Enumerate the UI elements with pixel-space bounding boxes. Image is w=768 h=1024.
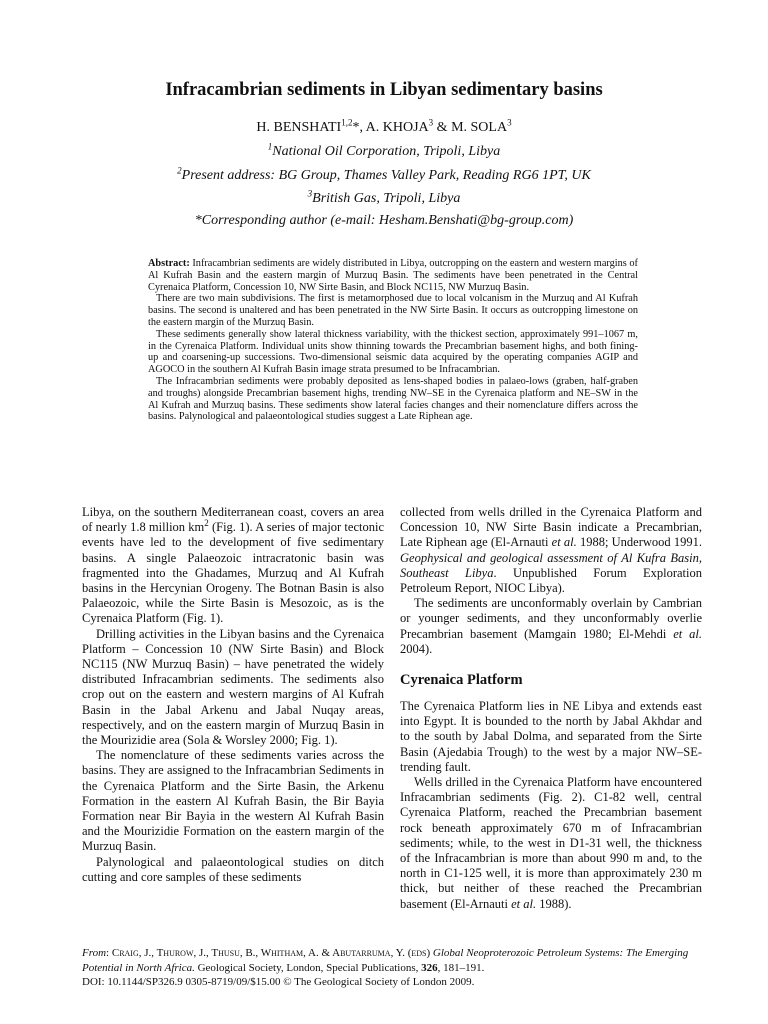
citation-footer — [82, 946, 702, 990]
paper-title: Infracambrian sediments in Libyan sedimentary basins — [165, 80, 603, 100]
corresponding-mark: *, — [352, 120, 366, 135]
author-affil-sup: 3 — [428, 117, 434, 128]
affil-text: Present address: BG Group, Thames Valley Park, Reading RG6 1PT, UK — [181, 168, 591, 183]
affiliation — [0, 188, 768, 207]
left-column — [82, 505, 384, 885]
body-text: 2004). — [400, 641, 433, 656]
pages: , 181–191. — [437, 961, 485, 974]
affiliation — [0, 141, 768, 160]
author-affil-sup: 3 — [507, 117, 512, 128]
body-text: Wells drilled in the Cyrenaica Platform have encountered Infracambrian sediments (Fig. 2). C1-82 well, central Cyrenaica Platform, reached the Precambrian basement rock beneath approximately 670 m of Infracambrian sediments; while, to the west in D1-31 well, the thickness of the Infracambrian is more than about 990 m and, to the north in C1-125 well, it is more than approximately 230 m thick, but neither of these reached the Precambrian basement (El-Arnauti — [400, 775, 702, 911]
body-paragraph: The Cyrenaica Platform lies in NE Libya and extends east into Egypt. It is bounded to the north by Jabal Akhdar and to the south by Jabal Dolma, and separated from the Sirte Basin (Ajedabia Trough) to the west by a major NW–SE-trending fault. — [400, 699, 702, 774]
affil-text: British Gas, Tripoli, Libya — [312, 191, 461, 206]
superscript: 2 — [204, 518, 209, 529]
author-separator: & — [433, 120, 452, 135]
abstract — [148, 258, 638, 423]
body-paragraph — [82, 505, 384, 627]
author-name: M. SOLA — [451, 120, 508, 135]
author-name: H. BENSHATI — [256, 120, 342, 135]
abstract-paragraph: The Infracambrian sediments were probably deposited as lens-shaped bodies in palaeo-lows (graben, half-graben and troughs) alongside Precambrian basement highs, trending NW–SE in the Cyrenaica platform and NE–SW in the Al Kufrah and Murzuq basins. These sediments show lateral facies changes and their nomenclature differs across the basins. Palynological and palaeontological studies suggest a Late Riphean age. — [148, 375, 638, 423]
body-paragraph — [400, 596, 702, 657]
affil-sup: 3 — [307, 188, 313, 199]
et-al: et al. — [551, 535, 577, 550]
affil-text: National Oil Corporation, Tripoli, Libya — [272, 144, 501, 159]
affiliation — [0, 165, 768, 184]
body-text: . Unpublished Forum Exploration Petroleum Report, NIOC Libya). — [400, 565, 702, 596]
book-title: Global Neoproterozoic Petroleum Systems: The Emerging Potential in North Africa. — [82, 947, 689, 974]
doi-line: DOI: 10.1144/SP326.9 0305-8719/09/$15.00 © The Geological Society of London 2009. — [82, 976, 475, 988]
body-text: 1988; Underwood 1991. — [576, 535, 702, 550]
body-text: The sediments are unconformably overlain by Cambrian or younger sediments, and they unconformably overlie Precambrian basement (Mamgain 1980; El-Mehdi — [400, 596, 702, 641]
body-paragraph — [400, 505, 702, 596]
et-al: et al. — [673, 626, 702, 641]
et-al: et al. — [511, 896, 537, 911]
abstract-paragraph — [148, 258, 638, 293]
affil-text: *Corresponding author (e-mail: Hesham.Benshati@bg-group.com) — [194, 213, 574, 228]
reference-title: Geophysical and geological assessment of Al Kufra Basin, Southeast Libya — [400, 550, 702, 580]
abstract-text: Infracambrian sediments are widely distributed in Libya, outcropping on the eastern and western margins of Al Kufrah Basin and the eastern margin of Murzuq Basin. The sediments have been penetrated in the Central Cyrenaica Platform, Concession 10, NW Sirte Basin, and Block NC115, NW Murzuq Basin. — [148, 258, 638, 293]
body-text: collected from wells drilled in the Cyrenaica Platform and Concession 10, NW Sirte Basin indicate a Precambrian, Late Riphean age (El-Arnauti — [400, 505, 702, 550]
section-heading: Cyrenaica Platform — [400, 672, 523, 689]
body-text: Libya, on the southern Mediterranean coast, covers an area of nearly 1.8 million km — [82, 505, 384, 535]
abstract-paragraph: These sediments generally show lateral thickness variability, with the thickest section, approximately 991–1067 m, in the Cyrenaica Platform. Individual units show thinning towards the Precambrian basement highs, and both fining-up and coarsening-up successions. Two-dimensional seismic data acquired by the operating companies AGIP and AGOCO in the southern Al Kufrah Basin image strata presumed to be Infracambrian. — [148, 328, 638, 376]
body-paragraph — [400, 775, 702, 912]
body-text: 1988). — [536, 896, 572, 911]
citation-line — [82, 946, 702, 975]
from-label: From — [82, 947, 107, 959]
author-name: A. KHOJA — [365, 120, 429, 135]
author-line — [0, 117, 768, 136]
body-text: (Fig. 1). A series of major tectonic events have led to the development of five sedimentary basins. A single Palaeozoic intracratonic basin was fragmented into the Ghadames, Murzuq and Al Kufrah basins in the Hercynian Orogeny. The Botnan Basin is also Palaeozoic, while the Sirte Basin is Mesozoic, as is the Cyrenaica Platform (Fig. 1). — [82, 520, 384, 626]
publisher: Geological Society, London, Special Publications, — [194, 961, 422, 974]
affil-sup: 2 — [177, 165, 182, 176]
right-column — [400, 505, 702, 912]
author-affil-sup: 1,2 — [341, 117, 353, 128]
affil-sup: 1 — [267, 141, 273, 152]
body-paragraph: Drilling activities in the Libyan basins and the Cyrenaica Platform – Concession 10 (NW Sirte Basin) and Block NC115 (NW Murzuq Basin) – have penetrated the widely distributed Infracambrian sediments. The sediments also crop out on the eastern and western margins of Al Kufrah Basin in the Jabal Arkenu and Jabal Nuqay areas, respectively, and on the eastern margin of Murzuq Basin in the Mourizidie area (Sola & Worsley 2000; Fig. 1). — [82, 626, 384, 748]
abstract-paragraph: There are two main subdivisions. The first is metamorphosed due to local volcanism in the Murzuq and Al Kufrah basins. The second is unaltered and has been penetrated in the NW Sirte Basin. It occurs as outcropping limestone on the eastern margin of the Murzuq Basin. — [148, 293, 638, 328]
corresponding-author — [0, 213, 768, 229]
body-paragraph: The nomenclature of these sediments varies across the basins. They are assigned to the Infracambrian Sediments in the Cyrenaica Platform and the Sirte Basin, the Arkenu Formation in the eastern Al Kufrah Basin, the Bir Bayia Formation near Bir Bayia in the western Al Kufrah Basin and the Mourizidie Formation on the eastern margin of the Murzuq Basin. — [82, 748, 384, 854]
editors: : Craig, J., Thurow, J., Thusu, B., Whitham, A. & Abutarruma, Y. (eds) — [106, 947, 433, 959]
volume: 326 — [421, 961, 438, 974]
abstract-label: Abstract: — [148, 258, 190, 269]
body-paragraph: Palynological and palaeontological studies on ditch cutting and core samples of these sediments — [82, 854, 384, 884]
